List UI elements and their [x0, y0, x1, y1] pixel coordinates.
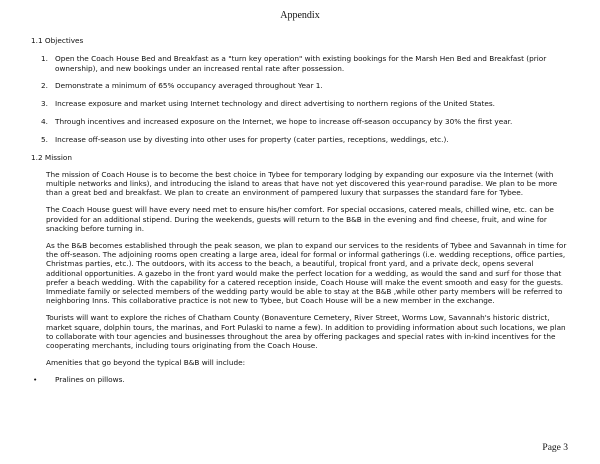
bullet-icon: •: [33, 374, 38, 384]
objective-item: [31, 99, 569, 108]
objectives-heading: 1.1 Objectives: [31, 36, 84, 45]
objective-item: [31, 54, 569, 73]
objective-number: 3.: [41, 99, 48, 109]
objective-number: 5.: [41, 134, 48, 144]
mission-paragraph: The mission of Coach House is to become the best choice in Tybee for temporary lodging by expanding our exposure via the Internet (with multiple networks and links), and introducing the island to areas that have not yet discovered this year-round paradise. We plan to be more than a great bed and breakfast. We plan to create an environment of pampered luxury that surpasses the standard fare for Tybee.: [46, 169, 558, 198]
mission-paragraph: As the B&B becomes established through the peak season, we plan to expand our services to the residents of Tybee and Savannah in time for the off-season. The adjoining rooms open creating a large area, ideal for formal or informal gatherings (i.e. wedding receptions, office parties, Christmas parties, etc.). The outdoors, with its access to the beach, a beautiful, tropical front yard, and a private deck, opens several additional opportunities. A gazebo in the front yard would make the perfect location for a wedding, as would the sand and surf for those that prefer a beach wedding. With the capability for a catered reception inside, Coach House will make the event smooth and easy for the guests. Immediate family or selected members of the wedding party would be able to stay at the B&B ,while other party members will be referred to neighboring Inns. This collaborative practice is not new to Tybee, but Coach House will be a new member in the exchange.: [46, 240, 567, 306]
objective-text: Increase exposure and market using Internet technology and direct advertising to northern regions of the United States.: [55, 99, 496, 109]
objective-item: [31, 81, 569, 90]
amenity-item: [31, 375, 569, 384]
page-number: Page 3: [542, 443, 568, 453]
mission-paragraph: The Coach House guest will have every need met to ensure his/her comfort. For special occasions, catered meals, chilled wine, etc. can be provided for an additional stipend. During the weekends, guests will return to the B&B in the evening and find cheese, fruit, and wine for snacking before turning in.: [46, 205, 554, 233]
page-header: Appendix: [280, 10, 320, 21]
objective-item: [31, 135, 569, 144]
page-content: [31, 36, 569, 384]
mission-paragraph: Tourists will want to explore the riches of Chatham County (Bonaventure Cemetery, River Street, Worms Low, Savannah's historic district, market square, dolphin tours, the marinas, and Fort Pulaski to name a few). In addition to providing information about such locations, we plan to collaborate with tour agencies and businesses throughout the area by offering packages and special rates with in-kind incentives for the cooperating merchants, including tours originating from the Coach House.: [46, 313, 566, 351]
objective-item: [31, 117, 569, 126]
amenity-text: Pralines on pillows.: [55, 374, 125, 384]
objective-number: 2.: [41, 81, 48, 91]
objective-text: Demonstrate a minimum of 65% occupancy averaged throughout Year 1.: [55, 81, 323, 91]
objective-number: 1.: [41, 54, 48, 64]
mission-heading: 1.2 Mission: [31, 152, 72, 162]
objectives-list: [31, 54, 569, 144]
objective-text: Through incentives and increased exposure on the Internet, we hope to increase off-season occupancy by 30% the first year.: [55, 116, 513, 126]
amenities-intro: Amenities that go beyond the typical B&B will include:: [46, 357, 246, 367]
objective-number: 4.: [41, 116, 48, 126]
objective-text: Increase off-season use by divesting into other uses for property (cater parties, receptions, weddings, etc.).: [55, 134, 449, 144]
objective-text: Open the Coach House Bed and Breakfast as a "turn key operation" with existing bookings for the Marsh Hen Bed and Breakfast (prior ownership), and new bookings under an increased rental rate after possession.: [55, 54, 547, 73]
amenities-list: [31, 375, 569, 384]
